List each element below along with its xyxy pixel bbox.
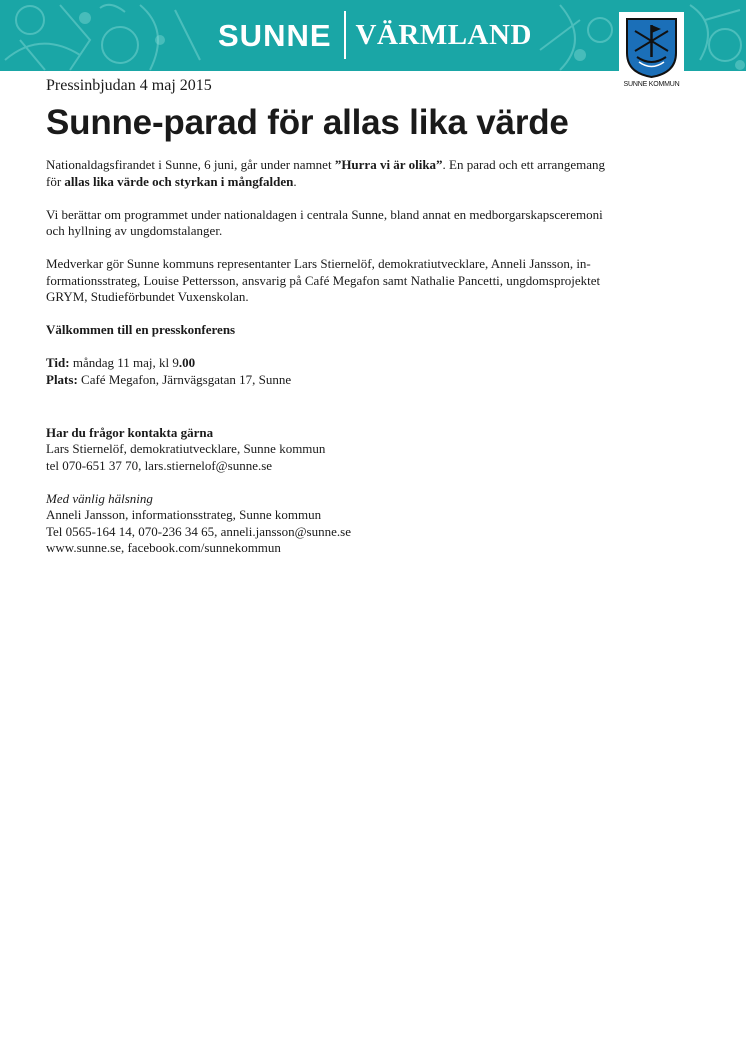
logo-caption: SUNNE KOMMUN xyxy=(623,81,680,88)
contact-heading-text: Har du frågor kontakta gärna xyxy=(46,424,214,440)
paragraph-line: Vi berättar om programmet under nationaldagen i centrala Sunne, bland annat en medborgarskapsceremoni xyxy=(46,206,603,222)
event-time xyxy=(46,355,646,372)
signoff-phone-email: Tel 0565-164 14, 070-236 34 65, anneli.jansson@sunne.se xyxy=(46,523,351,539)
time-value: måndag 11 maj, kl 9 xyxy=(69,355,179,370)
brand-sunne: SUNNE xyxy=(218,17,332,53)
place-label: Plats: xyxy=(46,371,78,387)
contact-name: Lars Stiernelöf, demokratiutvecklare, Sunne kommun xyxy=(46,441,326,456)
paragraph-line: GRYM, Studieförbundet Vuxenskolan. xyxy=(46,289,249,304)
event-place xyxy=(46,372,646,389)
brand-wordmark xyxy=(218,12,532,58)
contact-phone-email: tel 070-651 37 70, lars.stiernelof@sunne.se xyxy=(46,457,273,473)
greeting-text: Med vänlig hälsning xyxy=(46,490,153,506)
dateline: Pressinbjudan 4 maj 2015 xyxy=(46,77,212,94)
press-release-body xyxy=(46,76,646,557)
participants-paragraph xyxy=(46,256,646,306)
intro-text: Nationaldagsfirandet i Sunne, 6 juni, går under namnet xyxy=(46,157,335,172)
time-label: Tid: xyxy=(46,355,70,370)
contact-heading xyxy=(46,425,646,442)
intro-line-1 xyxy=(46,157,646,174)
signoff-block xyxy=(46,491,646,557)
coat-of-arms-icon xyxy=(625,17,678,79)
event-name: ”Hurra vi är olika” xyxy=(334,157,443,172)
signoff-web: www.sunne.se, facebook.com/sunnekommun xyxy=(46,540,281,555)
welcome-text: Välkommen till en presskonferens xyxy=(46,322,236,337)
intro-line-2 xyxy=(46,174,646,191)
brand-divider xyxy=(344,11,346,59)
program-paragraph xyxy=(46,207,646,240)
brand-varmland: VÄRMLAND xyxy=(355,18,532,51)
signoff-name: Anneli Jansson, informationsstrateg, Sunne kommun xyxy=(46,507,322,522)
contact-block xyxy=(46,425,646,475)
intro-text: . xyxy=(293,173,297,189)
intro-text: för xyxy=(46,173,65,189)
signoff-greeting xyxy=(46,491,646,508)
headline: Sunne-parad för allas lika värde xyxy=(46,103,569,142)
place-value: Café Megafon, Järnvägsgatan 17, Sunne xyxy=(77,371,292,387)
intro-emphasis: allas lika värde och styrkan i mångfalden xyxy=(64,173,294,189)
paragraph-line: formationsstrateg, Louise Pettersson, ansvarig på Café Megafon samt Nathalie Pancetti, ungdomsprojektet xyxy=(46,272,601,288)
welcome-heading xyxy=(46,322,646,339)
paragraph-line: och hyllning av ungdomstalanger. xyxy=(46,223,223,238)
intro-paragraph xyxy=(46,157,646,190)
paragraph-line: Medverkar gör Sunne kommuns representanter Lars Stiernelöf, demokratiutvecklare, Anneli Jansson, in- xyxy=(46,256,591,271)
intro-text: . En parad och ett arrangemang xyxy=(442,157,605,172)
time-value-minutes: .00 xyxy=(178,355,196,370)
